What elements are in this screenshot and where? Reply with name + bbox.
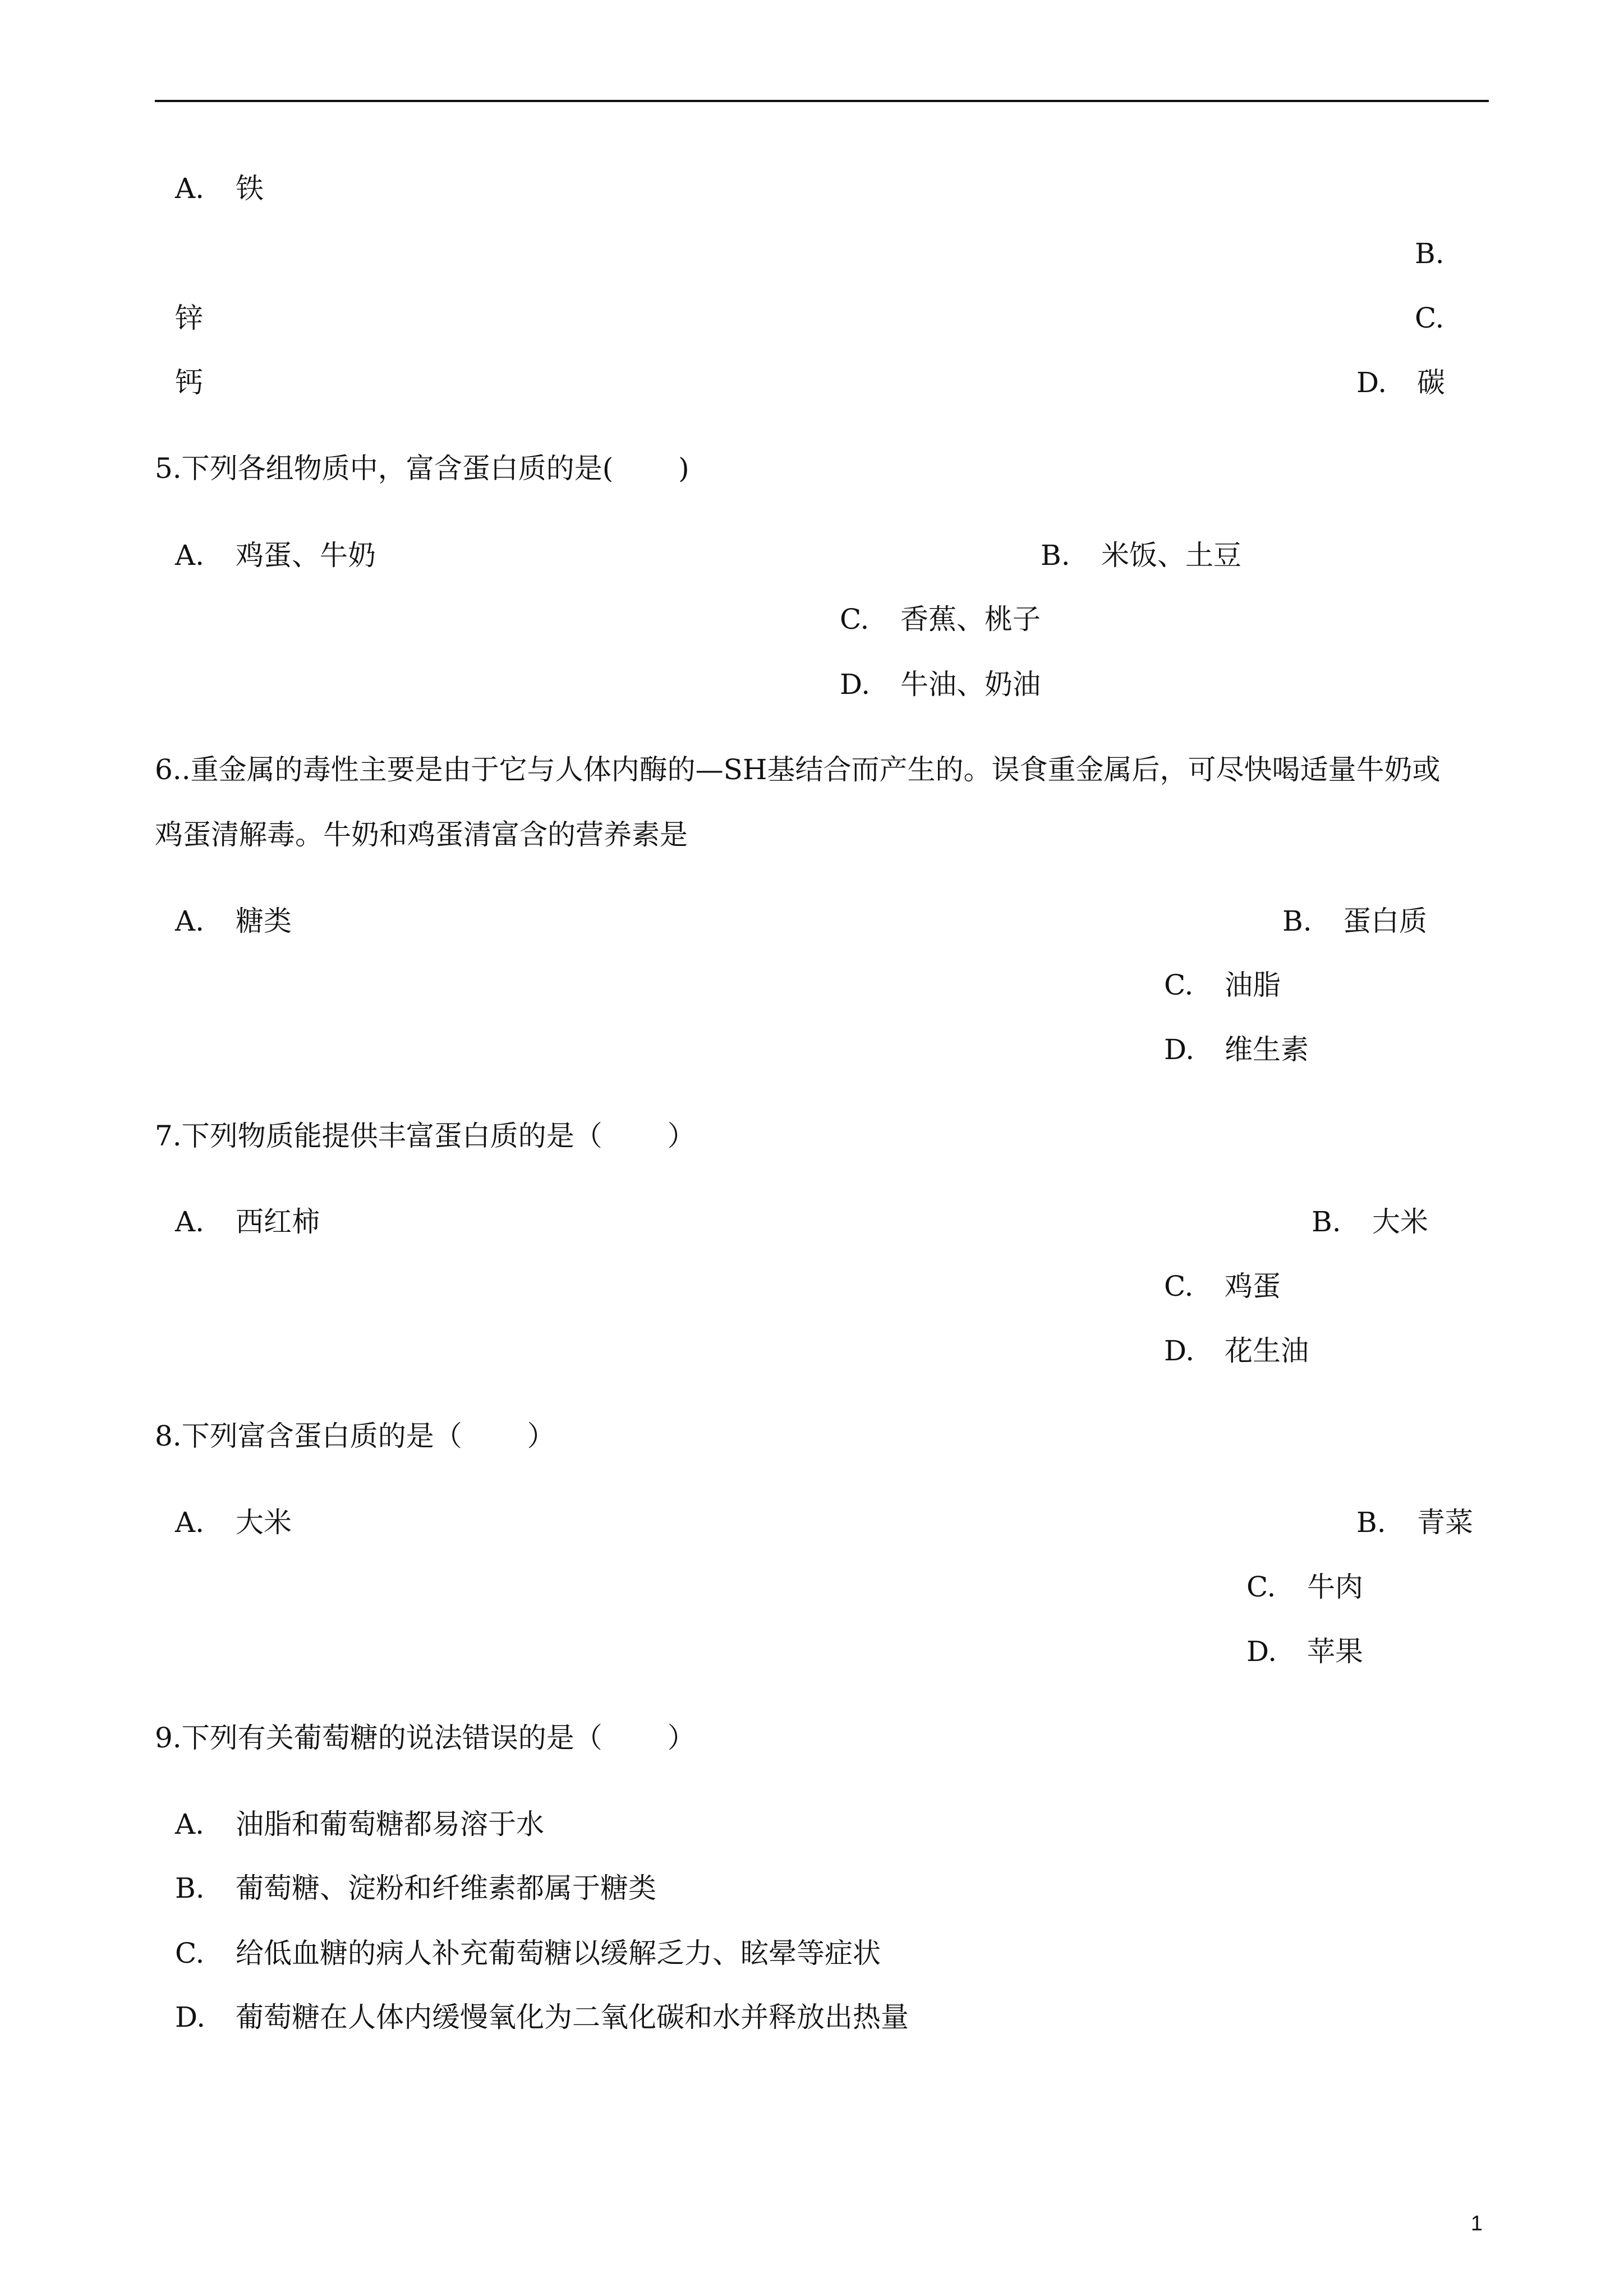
q4-option-d[interactable] bbox=[1356, 366, 1445, 399]
option-text: 给低血糖的病人补充葡萄糖以缓解乏力、眩晕等症状 bbox=[236, 1937, 881, 1970]
option-text: 葡萄糖、淀粉和纤维素都属于糖类 bbox=[236, 1872, 656, 1904]
q7-option-c[interactable] bbox=[1164, 1269, 1281, 1303]
option-text: 香蕉、桃子 bbox=[900, 603, 1041, 636]
q4-option-a[interactable] bbox=[175, 172, 264, 205]
option-letter: C. bbox=[1164, 969, 1194, 1001]
q5-option-c[interactable] bbox=[840, 602, 1041, 636]
option-letter: A. bbox=[175, 539, 205, 572]
q5-option-b[interactable] bbox=[1041, 539, 1241, 572]
option-text: 青菜 bbox=[1417, 1506, 1473, 1539]
q5-stem: 5.下列各组物质中，富含蛋白质的是( ) bbox=[155, 452, 689, 485]
option-letter: C. bbox=[1246, 1571, 1276, 1603]
option-letter: D. bbox=[1246, 1635, 1277, 1668]
q4-option-b-letter[interactable]: B. bbox=[1415, 237, 1444, 270]
option-text: 碳 bbox=[1417, 366, 1445, 399]
option-letter: D. bbox=[1164, 1335, 1195, 1367]
q9-option-b[interactable] bbox=[175, 1871, 656, 1905]
q8-option-a[interactable] bbox=[175, 1506, 292, 1539]
q9-stem: 9.下列有关葡萄糖的说法错误的是（ ） bbox=[155, 1722, 696, 1754]
option-letter: C. bbox=[1164, 1270, 1194, 1303]
q8-option-c[interactable] bbox=[1246, 1570, 1363, 1604]
option-letter: C. bbox=[175, 1937, 205, 1970]
header-rule bbox=[155, 100, 1489, 102]
option-letter: A. bbox=[175, 1205, 205, 1238]
q7-stem: 7.下列物质能提供丰富蛋白质的是（ ） bbox=[155, 1120, 696, 1152]
q4-option-c-text: 钙 bbox=[175, 366, 203, 399]
option-text: 维生素 bbox=[1225, 1033, 1309, 1066]
q5-option-d[interactable] bbox=[840, 668, 1041, 701]
option-text: 米饭、土豆 bbox=[1101, 539, 1241, 572]
q9-option-c[interactable] bbox=[175, 1936, 881, 1970]
q5-option-a[interactable] bbox=[175, 539, 376, 572]
option-letter: A. bbox=[175, 905, 205, 937]
q6-option-b[interactable] bbox=[1282, 904, 1427, 938]
q8-option-b[interactable] bbox=[1356, 1506, 1473, 1539]
option-letter: A. bbox=[175, 1808, 205, 1841]
q9-option-d[interactable] bbox=[175, 2000, 909, 2034]
q9-option-a[interactable] bbox=[175, 1807, 544, 1841]
q6-option-d[interactable] bbox=[1164, 1033, 1309, 1066]
q7-option-b[interactable] bbox=[1312, 1205, 1428, 1239]
option-text: 葡萄糖在人体内缓慢氧化为二氧化碳和水并释放出热量 bbox=[236, 2001, 909, 2033]
option-text: 油脂和葡萄糖都易溶于水 bbox=[236, 1808, 544, 1841]
option-letter: B. bbox=[1312, 1205, 1341, 1238]
option-text: 花生油 bbox=[1225, 1335, 1309, 1367]
option-letter: D. bbox=[1356, 366, 1387, 399]
q4-option-b-text: 锌 bbox=[175, 302, 203, 334]
option-letter: B. bbox=[1041, 539, 1070, 572]
option-letter: D. bbox=[175, 2001, 206, 2033]
option-text: 鸡蛋 bbox=[1225, 1270, 1281, 1303]
option-text: 大米 bbox=[1372, 1205, 1428, 1238]
option-text: 糖类 bbox=[236, 905, 292, 937]
option-text: 铁 bbox=[236, 172, 264, 205]
q7-option-d[interactable] bbox=[1164, 1334, 1309, 1368]
q8-stem: 8.下列富含蛋白质的是（ ） bbox=[155, 1420, 555, 1452]
option-letter: B. bbox=[175, 1872, 205, 1904]
q6-option-a[interactable] bbox=[175, 904, 292, 938]
q6-option-c[interactable] bbox=[1164, 968, 1281, 1002]
option-text: 鸡蛋、牛奶 bbox=[236, 539, 376, 572]
option-letter: C. bbox=[840, 603, 869, 636]
option-text: 牛肉 bbox=[1307, 1571, 1363, 1603]
option-letter: B. bbox=[1356, 1506, 1386, 1539]
q6-stem-line1: 6..重金属的毒性主要是由于它与人体内酶的—SH基结合而产生的。误食重金属后，可尽快喝适量牛奶或 bbox=[155, 753, 1441, 786]
option-letter: B. bbox=[1282, 905, 1312, 937]
option-text: 蛋白质 bbox=[1343, 905, 1427, 937]
option-text: 苹果 bbox=[1307, 1635, 1363, 1668]
option-letter: D. bbox=[1164, 1033, 1195, 1066]
q8-option-d[interactable] bbox=[1246, 1635, 1363, 1668]
page-number: 1 bbox=[1470, 2212, 1483, 2235]
option-text: 油脂 bbox=[1225, 969, 1281, 1001]
q7-option-a[interactable] bbox=[175, 1205, 320, 1239]
option-letter: A. bbox=[175, 1506, 205, 1539]
option-text: 西红柿 bbox=[236, 1205, 320, 1238]
q6-stem-line2: 鸡蛋清解毒。牛奶和鸡蛋清富含的营养素是 bbox=[155, 818, 688, 851]
option-text: 牛油、奶油 bbox=[900, 668, 1041, 701]
option-text: 大米 bbox=[236, 1506, 292, 1539]
option-letter: D. bbox=[840, 668, 871, 701]
q4-option-c-letter[interactable]: C. bbox=[1415, 302, 1444, 334]
option-letter: A. bbox=[175, 172, 205, 205]
